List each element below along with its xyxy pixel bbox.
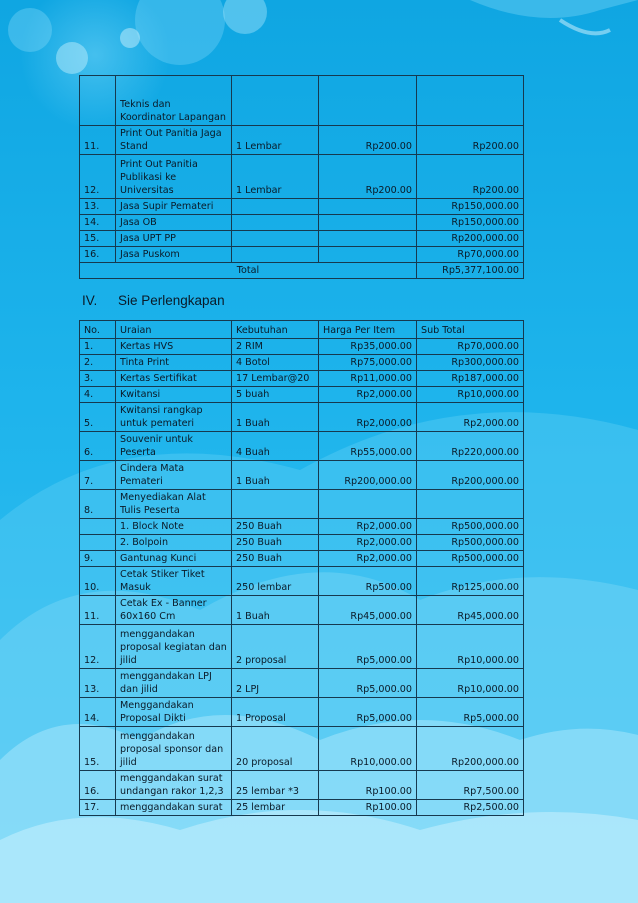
cell-no: 15. — [80, 231, 116, 247]
table-row — [80, 387, 524, 403]
cell-kebutuhan: 1 Proposal — [232, 698, 319, 727]
table-row — [80, 519, 524, 535]
cell-subtotal: Rp150,000.00 — [417, 199, 524, 215]
total-row — [80, 263, 524, 279]
cell-kebutuhan: 250 Buah — [232, 535, 319, 551]
cell-uraian: Jasa Supir Pemateri — [116, 199, 232, 215]
cell-no: 4. — [80, 387, 116, 403]
cell-subtotal: Rp200.00 — [417, 126, 524, 155]
cell-no: 12. — [80, 155, 116, 199]
cell-kebutuhan — [232, 199, 319, 215]
cell-uraian: menggandakan proposal sponsor dan jilid — [116, 727, 232, 771]
cell-no: 17. — [80, 800, 116, 816]
cell-harga — [319, 247, 417, 263]
table-row — [80, 625, 524, 669]
cell-no: 14. — [80, 215, 116, 231]
cell-uraian: Jasa Puskom — [116, 247, 232, 263]
cell-uraian: Menggandakan Proposal Dikti — [116, 698, 232, 727]
cell-subtotal: Rp70,000.00 — [417, 339, 524, 355]
cell-uraian: Cindera Mata Pemateri — [116, 461, 232, 490]
cell-subtotal: Rp7,500.00 — [417, 771, 524, 800]
cell-no: 1. — [80, 339, 116, 355]
cell-harga — [319, 231, 417, 247]
cell-subtotal: Rp500,000.00 — [417, 519, 524, 535]
cell-no: 9. — [80, 551, 116, 567]
cell-subtotal: Rp500,000.00 — [417, 551, 524, 567]
cell-kebutuhan — [232, 76, 319, 126]
header-harga: Harga Per Item — [319, 321, 417, 339]
cell-uraian: Kwitansi rangkap untuk pemateri — [116, 403, 232, 432]
cell-subtotal: Rp500,000.00 — [417, 535, 524, 551]
table-row — [80, 231, 524, 247]
cell-kebutuhan: 2 RIM — [232, 339, 319, 355]
cell-kebutuhan: 4 Buah — [232, 432, 319, 461]
cell-harga: Rp5,000.00 — [319, 698, 417, 727]
cell-no: 6. — [80, 432, 116, 461]
cell-subtotal: Rp220,000.00 — [417, 432, 524, 461]
cell-harga — [319, 199, 417, 215]
cell-harga — [319, 76, 417, 126]
cell-uraian: Menyediakan Alat Tulis Peserta — [116, 490, 232, 519]
cell-harga: Rp2,000.00 — [319, 387, 417, 403]
cell-uraian: Tinta Print — [116, 355, 232, 371]
table-row — [80, 371, 524, 387]
cell-subtotal: Rp45,000.00 — [417, 596, 524, 625]
cell-no: 11. — [80, 596, 116, 625]
header-uraian: Uraian — [116, 321, 232, 339]
cell-subtotal: Rp200,000.00 — [417, 461, 524, 490]
cell-uraian: Print Out Panitia Jaga Stand — [116, 126, 232, 155]
cell-subtotal: Rp70,000.00 — [417, 247, 524, 263]
cell-no: 11. — [80, 126, 116, 155]
cell-subtotal: Rp5,000.00 — [417, 698, 524, 727]
cell-kebutuhan: 25 lembar — [232, 800, 319, 816]
total-label: Total — [80, 263, 417, 279]
cell-uraian: Kertas HVS — [116, 339, 232, 355]
cell-kebutuhan: 2 LPJ — [232, 669, 319, 698]
table-row — [80, 126, 524, 155]
cell-uraian: Cetak Stiker Tiket Masuk — [116, 567, 232, 596]
table-row — [80, 698, 524, 727]
cell-harga: Rp100.00 — [319, 800, 417, 816]
cell-harga: Rp100.00 — [319, 771, 417, 800]
cell-subtotal: Rp187,000.00 — [417, 371, 524, 387]
cell-no: 15. — [80, 727, 116, 771]
cell-harga: Rp500.00 — [319, 567, 417, 596]
cell-subtotal: Rp200.00 — [417, 155, 524, 199]
header-subtotal: Sub Total — [417, 321, 524, 339]
cell-no: 8. — [80, 490, 116, 519]
header-no: No. — [80, 321, 116, 339]
cell-no — [80, 76, 116, 126]
cell-harga: Rp200.00 — [319, 155, 417, 199]
cell-uraian: Souvenir untuk Peserta — [116, 432, 232, 461]
cell-subtotal: Rp10,000.00 — [417, 387, 524, 403]
cell-uraian: Cetak Ex - Banner 60x160 Cm — [116, 596, 232, 625]
cell-subtotal: Rp2,500.00 — [417, 800, 524, 816]
section-heading — [82, 293, 225, 308]
total-value: Rp5,377,100.00 — [417, 263, 524, 279]
cell-uraian: Kwitansi — [116, 387, 232, 403]
cell-kebutuhan: 1 Buah — [232, 403, 319, 432]
table-row — [80, 490, 524, 519]
cell-subtotal — [417, 76, 524, 126]
cell-kebutuhan: 1 Lembar — [232, 155, 319, 199]
cell-subtotal — [417, 490, 524, 519]
cell-no — [80, 535, 116, 551]
cell-harga: Rp45,000.00 — [319, 596, 417, 625]
cell-harga: Rp2,000.00 — [319, 403, 417, 432]
cell-kebutuhan — [232, 247, 319, 263]
cell-harga: Rp35,000.00 — [319, 339, 417, 355]
cell-no: 16. — [80, 771, 116, 800]
cell-kebutuhan: 4 Botol — [232, 355, 319, 371]
table-row — [80, 247, 524, 263]
cell-no: 12. — [80, 625, 116, 669]
cell-subtotal: Rp2,000.00 — [417, 403, 524, 432]
cell-no: 10. — [80, 567, 116, 596]
cell-uraian: menggandakan proposal kegiatan dan jilid — [116, 625, 232, 669]
table-row — [80, 199, 524, 215]
cell-kebutuhan — [232, 215, 319, 231]
cell-subtotal: Rp125,000.00 — [417, 567, 524, 596]
cell-kebutuhan: 25 lembar *3 — [232, 771, 319, 800]
cell-harga: Rp2,000.00 — [319, 519, 417, 535]
cell-harga: Rp10,000.00 — [319, 727, 417, 771]
cell-kebutuhan: 1 Buah — [232, 596, 319, 625]
cell-kebutuhan: 250 lembar — [232, 567, 319, 596]
cell-uraian: Jasa OB — [116, 215, 232, 231]
table-row — [80, 461, 524, 490]
cell-harga: Rp200.00 — [319, 126, 417, 155]
cell-kebutuhan: 250 Buah — [232, 519, 319, 535]
cell-harga — [319, 490, 417, 519]
cell-uraian: menggandakan surat — [116, 800, 232, 816]
cell-subtotal: Rp10,000.00 — [417, 625, 524, 669]
cell-subtotal: Rp200,000.00 — [417, 727, 524, 771]
cell-uraian: 1. Block Note — [116, 519, 232, 535]
budget-table-perlengkapan — [79, 320, 524, 816]
cell-harga: Rp55,000.00 — [319, 432, 417, 461]
table-row — [80, 596, 524, 625]
cell-kebutuhan — [232, 231, 319, 247]
header-kebutuhan: Kebutuhan — [232, 321, 319, 339]
section-number: IV. — [82, 293, 98, 308]
cell-uraian: Jasa UPT PP — [116, 231, 232, 247]
cell-subtotal: Rp200,000.00 — [417, 231, 524, 247]
cell-no: 5. — [80, 403, 116, 432]
cell-uraian: Gantunag Kunci — [116, 551, 232, 567]
cell-no: 3. — [80, 371, 116, 387]
cell-kebutuhan: 17 Lembar@20 — [232, 371, 319, 387]
table-row — [80, 155, 524, 199]
cell-uraian: Kertas Sertifikat — [116, 371, 232, 387]
cell-subtotal: Rp150,000.00 — [417, 215, 524, 231]
table-row — [80, 727, 524, 771]
cell-uraian: Teknis dan Koordinator Lapangan — [116, 76, 232, 126]
cell-harga: Rp5,000.00 — [319, 625, 417, 669]
cell-subtotal: Rp300,000.00 — [417, 355, 524, 371]
cell-harga: Rp11,000.00 — [319, 371, 417, 387]
cell-uraian: 2. Bolpoin — [116, 535, 232, 551]
cell-kebutuhan: 1 Lembar — [232, 126, 319, 155]
table-row — [80, 215, 524, 231]
cell-kebutuhan: 1 Buah — [232, 461, 319, 490]
cell-kebutuhan: 20 proposal — [232, 727, 319, 771]
cell-no: 14. — [80, 698, 116, 727]
cell-harga: Rp5,000.00 — [319, 669, 417, 698]
table-row — [80, 339, 524, 355]
cell-harga: Rp75,000.00 — [319, 355, 417, 371]
cell-harga: Rp200,000.00 — [319, 461, 417, 490]
cell-no: 16. — [80, 247, 116, 263]
cell-uraian: menggandakan LPJ dan jilid — [116, 669, 232, 698]
cell-harga: Rp2,000.00 — [319, 535, 417, 551]
cell-subtotal: Rp10,000.00 — [417, 669, 524, 698]
cell-uraian: Print Out Panitia Publikasi ke Universitas — [116, 155, 232, 199]
cell-kebutuhan: 2 proposal — [232, 625, 319, 669]
table-row — [80, 551, 524, 567]
cell-kebutuhan: 250 Buah — [232, 551, 319, 567]
cell-uraian: menggandakan surat undangan rakor 1,2,3 — [116, 771, 232, 800]
cell-no: 13. — [80, 669, 116, 698]
budget-table-continued — [79, 75, 524, 279]
section-title: Sie Perlengkapan — [118, 293, 225, 308]
table-row — [80, 76, 524, 126]
table-row — [80, 432, 524, 461]
cell-kebutuhan: 5 buah — [232, 387, 319, 403]
table-row — [80, 800, 524, 816]
table-row — [80, 567, 524, 596]
cell-harga: Rp2,000.00 — [319, 551, 417, 567]
table-header-row — [80, 321, 524, 339]
cell-no: 7. — [80, 461, 116, 490]
table-row — [80, 771, 524, 800]
cell-no — [80, 519, 116, 535]
cell-kebutuhan — [232, 490, 319, 519]
cell-no: 2. — [80, 355, 116, 371]
table-row — [80, 535, 524, 551]
table-row — [80, 403, 524, 432]
cell-harga — [319, 215, 417, 231]
cell-no: 13. — [80, 199, 116, 215]
table-row — [80, 669, 524, 698]
table-row — [80, 355, 524, 371]
